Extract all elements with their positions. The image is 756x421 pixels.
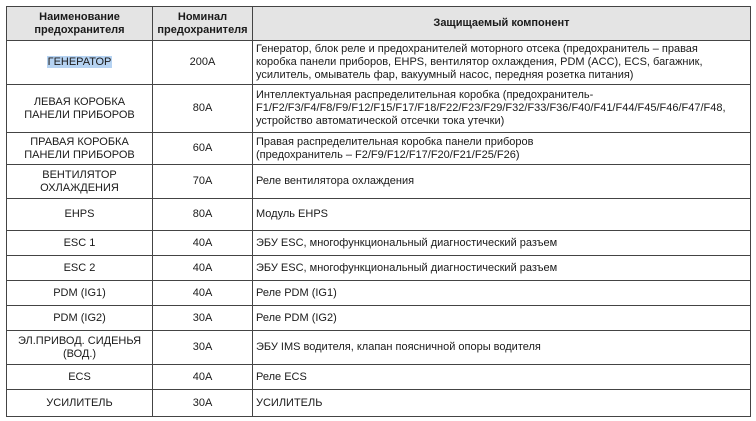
header-fuse-name: Наименование предохранителя: [7, 7, 153, 41]
fuse-name-cell: ПРАВАЯ КОРОБКА ПАНЕЛИ ПРИБОРОВ: [7, 133, 153, 165]
fuse-rating-cell: 60A: [153, 133, 253, 165]
fuse-rating-cell: 40A: [153, 256, 253, 281]
protected-component-cell: Реле ECS: [253, 365, 751, 390]
fuse-rating-cell: 30A: [153, 306, 253, 331]
table-row: [7, 41, 751, 85]
table-row: [7, 85, 751, 133]
fuse-name-highlighted: ГЕНЕРАТОР: [47, 56, 112, 68]
fuse-name-cell: ЭЛ.ПРИВОД. СИДЕНЬЯ (ВОД.): [7, 331, 153, 365]
fuse-rating-cell: 40A: [153, 231, 253, 256]
fuse-rating-cell: 80A: [153, 85, 253, 133]
fuse-rating-cell: 70A: [153, 165, 253, 199]
fuse-name-cell: ECS: [7, 365, 153, 390]
protected-component-cell: Интеллектуальная распределительная коробка (предохранитель- F1/F2/F3/F4/F8/F9/F12/F15/F17/F18/F22/F23/F29/F32/F33/F36/F40/F41/F44/F45/F46/F47/F48, устройство автоматической отсечки тока утечки): [253, 85, 751, 133]
fuse-rating-cell: 40A: [153, 365, 253, 390]
table-row: [7, 165, 751, 199]
protected-component-cell: ЭБУ ESC, многофункциональный диагностический разъем: [253, 256, 751, 281]
protected-component-cell: ЭБУ ESC, многофункциональный диагностический разъем: [253, 231, 751, 256]
fuse-name-cell: ESC 1: [7, 231, 153, 256]
table-row: [7, 306, 751, 331]
protected-component-cell: Реле вентилятора охлаждения: [253, 165, 751, 199]
table-row: [7, 365, 751, 390]
fuse-rating-cell: 30A: [153, 331, 253, 365]
fuse-name-cell: ESC 2: [7, 256, 153, 281]
protected-component-cell: ЭБУ IMS водителя, клапан поясничной опоры водителя: [253, 331, 751, 365]
protected-component-cell: Правая распределительная коробка панели приборов (предохранитель – F2/F9/F12/F17/F20/F21/F25/F26): [253, 133, 751, 165]
fuse-name-cell: ВЕНТИЛЯТОР ОХЛАЖДЕНИЯ: [7, 165, 153, 199]
table-header-row: [7, 7, 751, 41]
header-protected-component: Защищаемый компонент: [253, 7, 751, 41]
table-row: [7, 231, 751, 256]
fuse-table: [6, 6, 751, 417]
table-row: [7, 256, 751, 281]
table-row: [7, 390, 751, 417]
table-row: [7, 199, 751, 231]
protected-component-cell: Реле PDM (IG1): [253, 281, 751, 306]
fuse-rating-cell: 30A: [153, 390, 253, 417]
header-fuse-rating: Номинал предохранителя: [153, 7, 253, 41]
fuse-rating-cell: 200A: [153, 41, 253, 85]
fuse-name-cell: PDM (IG2): [7, 306, 153, 331]
fuse-name-cell: УСИЛИТЕЛЬ: [7, 390, 153, 417]
protected-component-cell: УСИЛИТЕЛЬ: [253, 390, 751, 417]
fuse-name-cell: EHPS: [7, 199, 153, 231]
fuse-name-cell: [7, 41, 153, 85]
table-row: [7, 331, 751, 365]
fuse-name-cell: ЛЕВАЯ КОРОБКА ПАНЕЛИ ПРИБОРОВ: [7, 85, 153, 133]
table-row: [7, 281, 751, 306]
fuse-name-cell: PDM (IG1): [7, 281, 153, 306]
protected-component-cell: Модуль EHPS: [253, 199, 751, 231]
fuse-rating-cell: 40A: [153, 281, 253, 306]
protected-component-cell: Реле PDM (IG2): [253, 306, 751, 331]
fuse-rating-cell: 80A: [153, 199, 253, 231]
protected-component-cell: Генератор, блок реле и предохранителей моторного отсека (предохранитель – правая коробка панели приборов, EHPS, вентилятор охлаждения, PDM (ACC), ECS, багажник, усилитель, омыватель фар, вакуумный насос, передняя розетка питания): [253, 41, 751, 85]
table-row: [7, 133, 751, 165]
